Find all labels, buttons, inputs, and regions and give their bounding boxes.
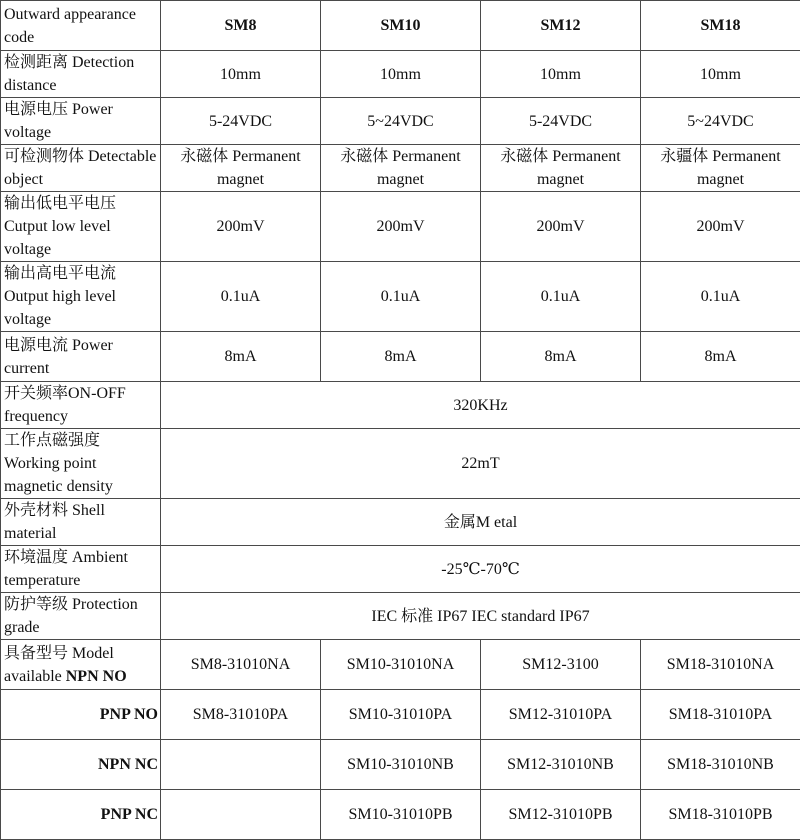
cell-value: 永磁体 Permanent magnet [321, 145, 481, 192]
model-header-sm18: SM18 [641, 1, 800, 51]
row-protection-grade [1, 593, 800, 640]
row-detectable-object [1, 145, 800, 192]
cell-value: 0.1uA [321, 262, 481, 332]
row-model-npn-no [1, 640, 800, 690]
cell-value: 8mA [321, 332, 481, 382]
merged-value: 金属M etal [161, 499, 800, 546]
model-code: SM18-31010NB [641, 740, 800, 790]
merged-value: -25℃-70℃ [161, 546, 800, 593]
header-label: Outward appearance code [1, 1, 161, 51]
output-type: NPN NO [66, 668, 127, 685]
cell-value: 永疆体 Permanent magnet [641, 145, 800, 192]
model-code: SM12-3100 [481, 640, 641, 690]
cell-value: 8mA [161, 332, 321, 382]
row-label: 防护等级 Protection grade [1, 593, 161, 640]
row-model-pnp-no [1, 690, 800, 740]
row-switching-frequency [1, 382, 800, 429]
cell-value: 5~24VDC [641, 98, 800, 145]
merged-value: 320KHz [161, 382, 800, 429]
cell-value: 10mm [321, 51, 481, 98]
cell-value: 8mA [481, 332, 641, 382]
model-code: SM10-31010PA [321, 690, 481, 740]
model-code [161, 740, 321, 790]
row-label: 工作点磁强度 Working point magnetic density [1, 429, 161, 499]
cell-value: 0.1uA [481, 262, 641, 332]
row-output-low-voltage [1, 192, 800, 262]
model-code: SM10-31010PB [321, 790, 481, 840]
cell-value: 200mV [321, 192, 481, 262]
row-label: 输出高电平电流 Output high level voltage [1, 262, 161, 332]
row-label: 可检测物体 Detectable object [1, 145, 161, 192]
cell-value: 5-24VDC [481, 98, 641, 145]
cell-value: 10mm [481, 51, 641, 98]
row-label: 检测距离 Detection distance [1, 51, 161, 98]
row-label [1, 640, 161, 690]
cell-value: 0.1uA [161, 262, 321, 332]
model-code: SM12-31010PA [481, 690, 641, 740]
model-code: SM18-31010PA [641, 690, 800, 740]
model-code: SM18-31010PB [641, 790, 800, 840]
row-model-npn-nc [1, 740, 800, 790]
row-output-high-current [1, 262, 800, 332]
model-code [161, 790, 321, 840]
cell-value: 5-24VDC [161, 98, 321, 145]
output-type: NPN NC [1, 740, 161, 790]
model-code: SM12-31010NB [481, 740, 641, 790]
output-type: PNP NC [1, 790, 161, 840]
row-label: 环境温度 Ambient temperature [1, 546, 161, 593]
row-ambient-temperature [1, 546, 800, 593]
cell-value: 10mm [641, 51, 800, 98]
merged-value: IEC 标准 IP67 IEC standard IP67 [161, 593, 800, 640]
row-label: 电源电压 Power voltage [1, 98, 161, 145]
row-model-pnp-nc [1, 790, 800, 840]
cell-value: 0.1uA [641, 262, 800, 332]
cell-value: 8mA [641, 332, 800, 382]
model-code: SM12-31010PB [481, 790, 641, 840]
cell-value: 200mV [161, 192, 321, 262]
row-label: 外壳材料 Shell material [1, 499, 161, 546]
merged-value: 22mT [161, 429, 800, 499]
row-label: 输出低电平电压 Cutput low level voltage [1, 192, 161, 262]
row-power-voltage [1, 98, 800, 145]
model-header-sm12: SM12 [481, 1, 641, 51]
header-row [1, 1, 800, 51]
cell-value: 200mV [481, 192, 641, 262]
row-detection-distance [1, 51, 800, 98]
model-code: SM8-31010PA [161, 690, 321, 740]
cell-value: 5~24VDC [321, 98, 481, 145]
cell-value: 永磁体 Permanent magnet [161, 145, 321, 192]
model-code: SM18-31010NA [641, 640, 800, 690]
row-shell-material [1, 499, 800, 546]
row-power-current [1, 332, 800, 382]
model-code: SM10-31010NB [321, 740, 481, 790]
model-header-sm10: SM10 [321, 1, 481, 51]
cell-value: 永磁体 Permanent magnet [481, 145, 641, 192]
model-header-sm8: SM8 [161, 1, 321, 51]
model-code: SM8-31010NA [161, 640, 321, 690]
models-label-prefix: 具备型号 Model available [4, 645, 114, 685]
cell-value: 10mm [161, 51, 321, 98]
row-working-point-density [1, 429, 800, 499]
model-code: SM10-31010NA [321, 640, 481, 690]
output-type: PNP NO [1, 690, 161, 740]
cell-value: 200mV [641, 192, 800, 262]
row-label: 开关频率ON-OFF frequency [1, 382, 161, 429]
row-label: 电源电流 Power current [1, 332, 161, 382]
